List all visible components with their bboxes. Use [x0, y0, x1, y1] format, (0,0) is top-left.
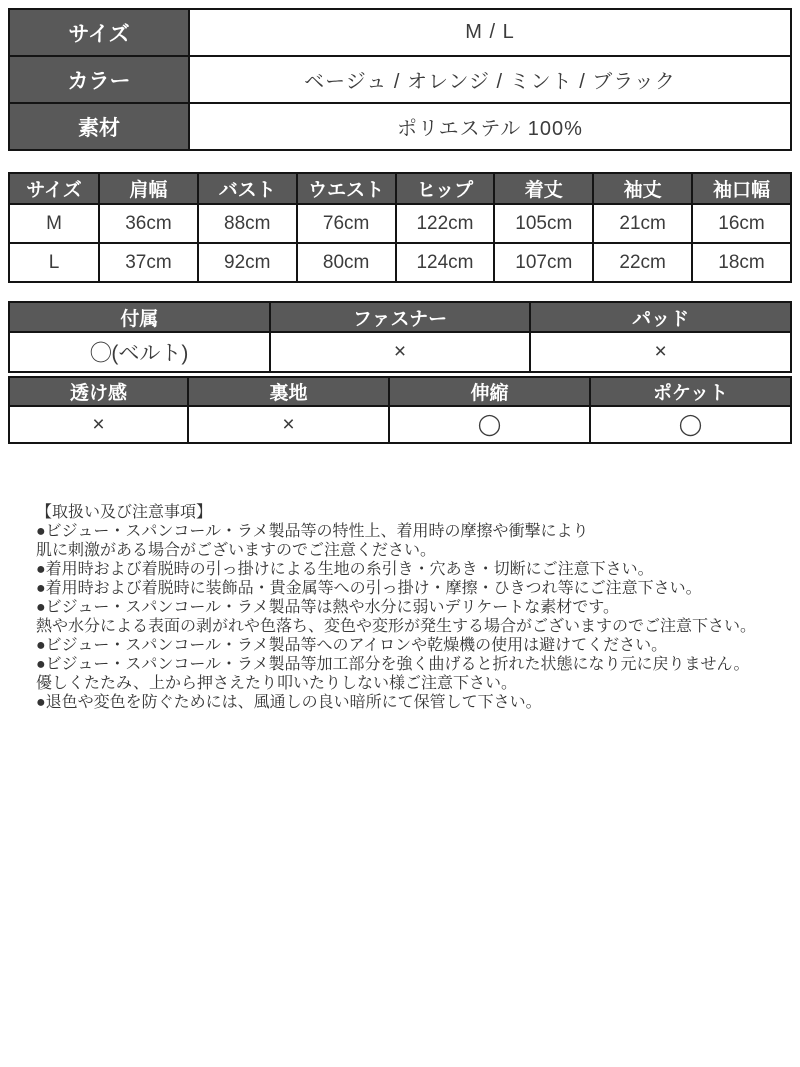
size-header-cell: 袖口幅 — [692, 173, 791, 204]
fabric-features-table — [8, 376, 792, 444]
note-line: ●退色や変色を防ぐためには、風通しの良い暗所にて保管して下さい。 — [36, 694, 542, 711]
size-value-cell: 18cm — [692, 243, 791, 282]
features-value-cell: ◯ — [389, 406, 590, 443]
size-header-cell: バスト — [198, 173, 297, 204]
size-value-cell: M — [9, 204, 99, 243]
attachments-value-cell: × — [270, 332, 531, 372]
size-value-cell: 88cm — [198, 204, 297, 243]
note-line: ●ビジュー・スパンコール・ラメ製品等の特性上、着用時の摩擦や衝撃により — [36, 523, 589, 540]
attachments-header-cell: ファスナー — [270, 302, 531, 332]
note-line: ●ビジュー・スパンコール・ラメ製品等へのアイロンや乾燥機の使用は避けてください。 — [36, 637, 668, 654]
size-header-cell: ウエスト — [297, 173, 396, 204]
features-value-row — [9, 406, 791, 443]
size-header-cell: サイズ — [9, 173, 99, 204]
size-value-cell: 124cm — [396, 243, 495, 282]
size-value-cell: 80cm — [297, 243, 396, 282]
handling-notes — [36, 503, 796, 712]
attachments-header-row — [9, 302, 791, 332]
product-info-table — [8, 8, 792, 151]
size-header-cell: 着丈 — [494, 173, 593, 204]
attachments-header-cell: 付属 — [9, 302, 270, 332]
attachments-value-cell: × — [530, 332, 791, 372]
size-value-cell: 21cm — [593, 204, 692, 243]
features-header-cell: 裏地 — [188, 377, 389, 406]
features-header-cell: 透け感 — [9, 377, 188, 406]
size-row-m — [9, 204, 791, 243]
size-measurements-table — [8, 172, 792, 283]
size-value-cell: 107cm — [494, 243, 593, 282]
info-value-size: M / L — [189, 9, 791, 56]
note-line: ●着用時および着脱時の引っ掛けによる生地の糸引き・穴あき・切断にご注意下さい。 — [36, 561, 654, 578]
size-value-cell: 16cm — [692, 204, 791, 243]
features-header-cell: ポケット — [590, 377, 791, 406]
size-row-l — [9, 243, 791, 282]
size-header-cell: ヒップ — [396, 173, 495, 204]
note-line: ●着用時および着脱時に装飾品・貴金属等への引っ掛け・摩擦・ひきつれ等にご注意下さい。 — [36, 580, 702, 597]
attachments-value-cell: ◯(ベルト) — [9, 332, 270, 372]
size-header-cell: 袖丈 — [593, 173, 692, 204]
info-value-material: ポリエステル 100% — [189, 103, 791, 150]
features-value-cell: × — [188, 406, 389, 443]
size-value-cell: 76cm — [297, 204, 396, 243]
size-value-cell: 22cm — [593, 243, 692, 282]
size-value-cell: 37cm — [99, 243, 198, 282]
note-line: ●ビジュー・スパンコール・ラメ製品等加工部分を強く曲げると折れた状態になり元に戻りません。 — [36, 656, 750, 673]
note-line: 熱や水分による表面の剥がれや色落ち、変色や変形が発生する場合がございますのでご注意下さい。 — [36, 618, 757, 635]
size-value-cell: 105cm — [494, 204, 593, 243]
size-value-cell: L — [9, 243, 99, 282]
table-row — [9, 103, 791, 150]
size-value-cell: 92cm — [198, 243, 297, 282]
features-header-row — [9, 377, 791, 406]
info-value-color: ベージュ / オレンジ / ミント / ブラック — [189, 56, 791, 103]
attachments-value-row — [9, 332, 791, 372]
info-label-material: 素材 — [9, 103, 189, 150]
table-row — [9, 9, 791, 56]
note-line: 優しくたたみ、上から押さえたり叩いたりしない様ご注意下さい。 — [36, 675, 517, 692]
attachments-header-cell: パッド — [530, 302, 791, 332]
size-value-cell: 122cm — [396, 204, 495, 243]
info-label-color: カラー — [9, 56, 189, 103]
table-row — [9, 56, 791, 103]
note-line: 肌に刺激がある場合がございますのでご注意ください。 — [36, 542, 437, 559]
size-header-row — [9, 173, 791, 204]
features-value-cell: ◯ — [590, 406, 791, 443]
size-value-cell: 36cm — [99, 204, 198, 243]
notes-title: 【取扱い及び注意事項】 — [36, 504, 213, 521]
attachments-table — [8, 301, 792, 373]
features-header-cell: 伸縮 — [389, 377, 590, 406]
size-header-cell: 肩幅 — [99, 173, 198, 204]
note-line: ●ビジュー・スパンコール・ラメ製品等は熱や水分に弱いデリケートな素材です。 — [36, 599, 619, 616]
info-label-size: サイズ — [9, 9, 189, 56]
features-value-cell: × — [9, 406, 188, 443]
